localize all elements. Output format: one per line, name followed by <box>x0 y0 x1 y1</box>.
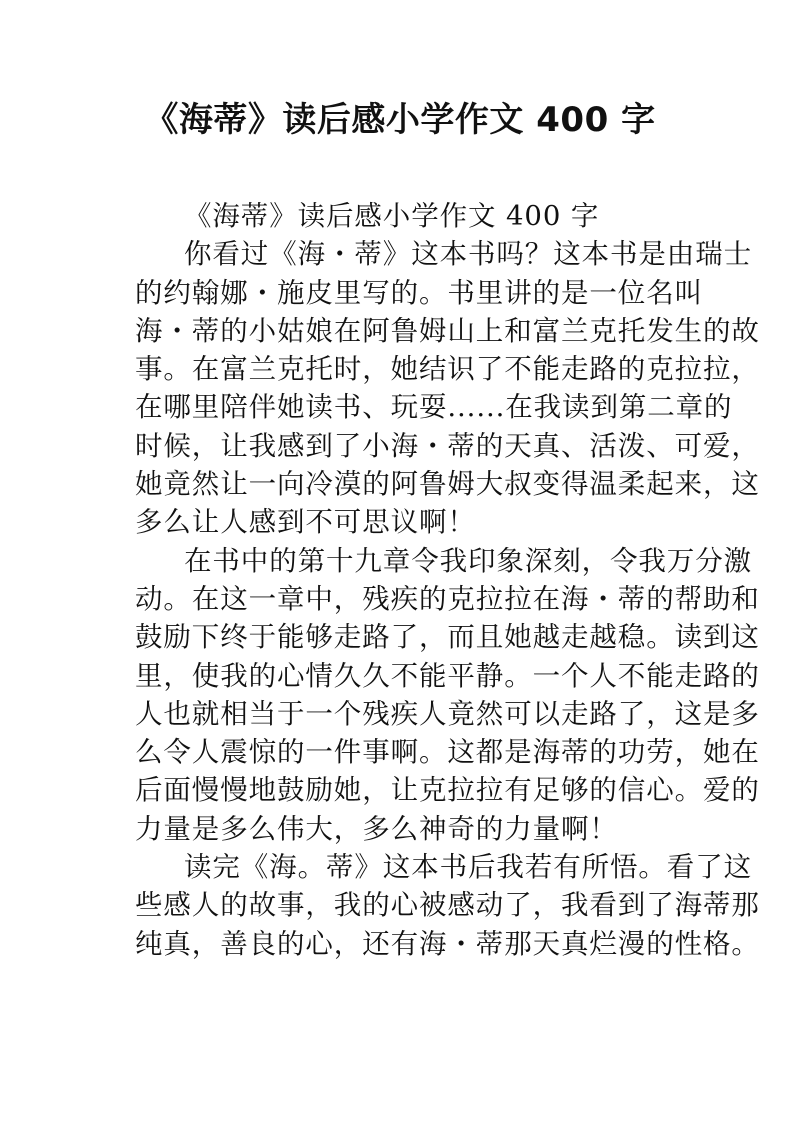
paragraph-2-line: 在书中的第十九章令我印象深刻，令我万分激 <box>184 544 752 577</box>
paragraph-1-line: 多么让人感到不可思议啊！ <box>135 506 476 539</box>
paragraph-1-line: 她竟然让一向冷漠的阿鲁姆大叔变得温柔起来，这 <box>135 468 760 501</box>
paragraph-2-line: 么令人震惊的一件事啊。这都是海蒂的功劳，她在 <box>135 736 760 769</box>
paragraph-2-line: 人也就相当于一个残疾人竟然可以走路了，这是多 <box>135 697 760 730</box>
paragraph-3-line: 读完《海。蒂》这本书后我若有所悟。看了这 <box>184 851 752 884</box>
paragraph-2-line: 动。在这一章中，残疾的克拉拉在海・蒂的帮助和 <box>135 582 760 615</box>
subtitle-line: 《海蒂》读后感小学作文 400 字 <box>184 200 600 232</box>
paragraph-1-line: 海・蒂的小姑娘在阿鲁姆山上和富兰克托发生的故 <box>135 314 760 347</box>
paragraph-1-line: 时候，让我感到了小海・蒂的天真、活泼、可爱， <box>135 429 760 462</box>
paragraph-2-line: 里，使我的心情久久不能平静。一个人不能走路的 <box>135 659 760 692</box>
paragraph-1-line: 事。在富兰克托时，她结识了不能走路的克拉拉， <box>135 353 760 386</box>
paragraph-3-line: 纯真，善良的心，还有海・蒂那天真烂漫的性格。 <box>135 927 760 960</box>
paragraph-1-line: 你看过《海・蒂》这本书吗？这本书是由瑞士 <box>184 238 752 271</box>
document-body <box>135 197 760 963</box>
paragraph-1-line: 的约翰娜・施皮里写的。书里讲的是一位名叫 <box>135 276 703 309</box>
paragraph-2-line: 后面慢慢地鼓励她，让克拉拉有足够的信心。爱的 <box>135 774 760 807</box>
paragraph-2-line: 力量是多么伟大，多么神奇的力量啊！ <box>135 812 618 845</box>
paragraph-2-line: 鼓励下终于能够走路了，而且她越走越稳。读到这 <box>135 621 760 654</box>
document-title: 《海蒂》读后感小学作文 400 字 <box>144 100 656 140</box>
paragraph-3-line: 些感人的故事，我的心被感动了，我看到了海蒂那 <box>135 889 760 922</box>
paragraph-1-line: 在哪里陪伴她读书、玩耍......在我读到第二章的 <box>135 391 733 424</box>
